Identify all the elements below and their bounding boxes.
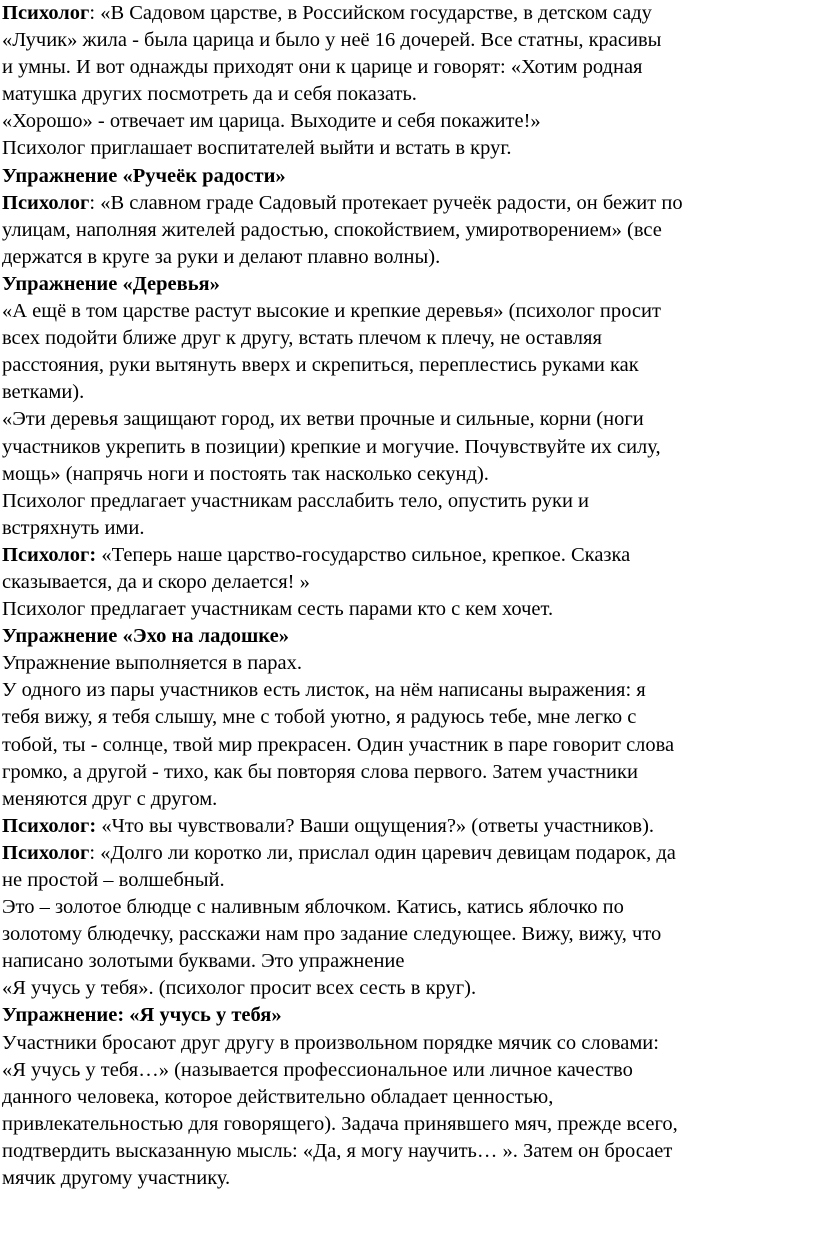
paragraph-text: «Теперь наше царство-государство сильное, крепкое. Сказка сказывается, да и скоро делается! » <box>2 543 631 593</box>
heading-exercise-echo: Упражнение «Эхо на ладошке» <box>2 625 289 648</box>
speaker-label: Психолог <box>2 2 90 24</box>
paragraph-intro <box>2 0 816 108</box>
paragraph-text: : «В славном граде Садовый протекает ручеёк радости, он бежит по улицам, наполняя жителей радостью, спокойствием, умиротворением» (все держатся в круге за руки и делают плавно волны). <box>2 191 683 268</box>
paragraph-feelings-question <box>2 813 816 840</box>
paragraph-trees-intro: «А ещё в том царстве растут высокие и крепкие деревья» (психолог просит всех подойти ближе друг к другу, встать плечом к плечу, не оставляя расстояния, руки вытянуть вверх и скрепиться, переплестись руками как ветками). <box>2 300 661 404</box>
paragraph-pairs: Психолог предлагает участникам сесть парами кто с кем хочет. <box>2 598 554 621</box>
paragraph-text: : «Долго ли коротко ли, прислал один царевич девицам подарок, да не простой – волшебный. <box>2 841 676 891</box>
heading-exercise-stream: Упражнение «Ручеёк радости» <box>2 164 286 187</box>
paragraph-relax: Психолог предлагает участникам расслабить тело, опустить руки и встряхнуть ими. <box>2 489 590 539</box>
paragraph-golden-saucer: Это – золотое блюдце с наливным яблочком. Катись, катись яблочко по золотому блюдечку, расскажи нам про задание следующее. Вижу, вижу, что написано золотыми буквами. Это упражнение «Я учусь у тебя». (психолог просит всех сесть в круг). <box>2 896 662 1000</box>
heading-exercise-learn: Упражнение: «Я учусь у тебя» <box>2 1004 282 1027</box>
paragraph-trees-protect: «Эти деревья защищают город, их ветви прочные и сильные, корни (ноги участников укрепить в позиции) крепкие и могучие. Почувствуйте их силу, мощь» (напрячь ноги и постоять так насколько секунд). <box>2 408 661 485</box>
paragraph-text: «Что вы чувствовали? Ваши ощущения?» (ответы участников). <box>96 814 655 837</box>
paragraph-queen-answer: «Хорошо» - отвечает им царица. Выходите и себя покажите!» <box>2 110 541 133</box>
heading-exercise-trees: Упражнение «Деревья» <box>2 272 220 295</box>
paragraph-learn-description: Участники бросают друг другу в произвольном порядке мячик со словами: «Я учусь у тебя…» (называется профессиональное или личное качество данного человека, которое действительно обладает ценностью, привлекательностью для говорящего). Задача принявшего мяч, прежде всего, подтвердить высказанную мысль: «Да, я могу научить… ». Затем он бросает мячик другому участнику. <box>2 1031 678 1190</box>
paragraph-invite-circle: Психолог приглашает воспитателей выйти и встать в круг. <box>2 137 512 160</box>
speaker-label: Психолог <box>2 841 90 864</box>
speaker-label: Психолог <box>2 191 90 214</box>
speaker-label: Психолог: <box>2 543 97 566</box>
paragraph-echo-description: У одного из пары участников есть листок, на нём написаны выражения: я тебя вижу, я тебя слышу, мне с тобой уютно, я радуюсь тебе, мне легко с тобой, ты - солнце, твой мир прекрасен. Один участник в паре говорит слова громко, а другой - тихо, как бы повторяя слова первого. Затем участники меняются друг с другом. <box>2 679 675 810</box>
paragraph-text: : «В Садовом царстве, в Российском государстве, в детском саду «Лучик» жила - была царица и было у неё 16 дочерей. Все статны, красивы и умны. И вот однажды приходят они к царице и говорят: «Хотим родная матушка других посмотреть да и себя показать. <box>2 2 662 106</box>
paragraph-stream <box>2 190 816 271</box>
paragraph-kingdom-strong <box>2 542 816 596</box>
paragraph-echo-pairs: Упражнение выполняется в парах. <box>2 652 303 675</box>
speaker-label: Психолог: <box>2 814 97 837</box>
paragraph-prince-gift <box>2 840 816 894</box>
